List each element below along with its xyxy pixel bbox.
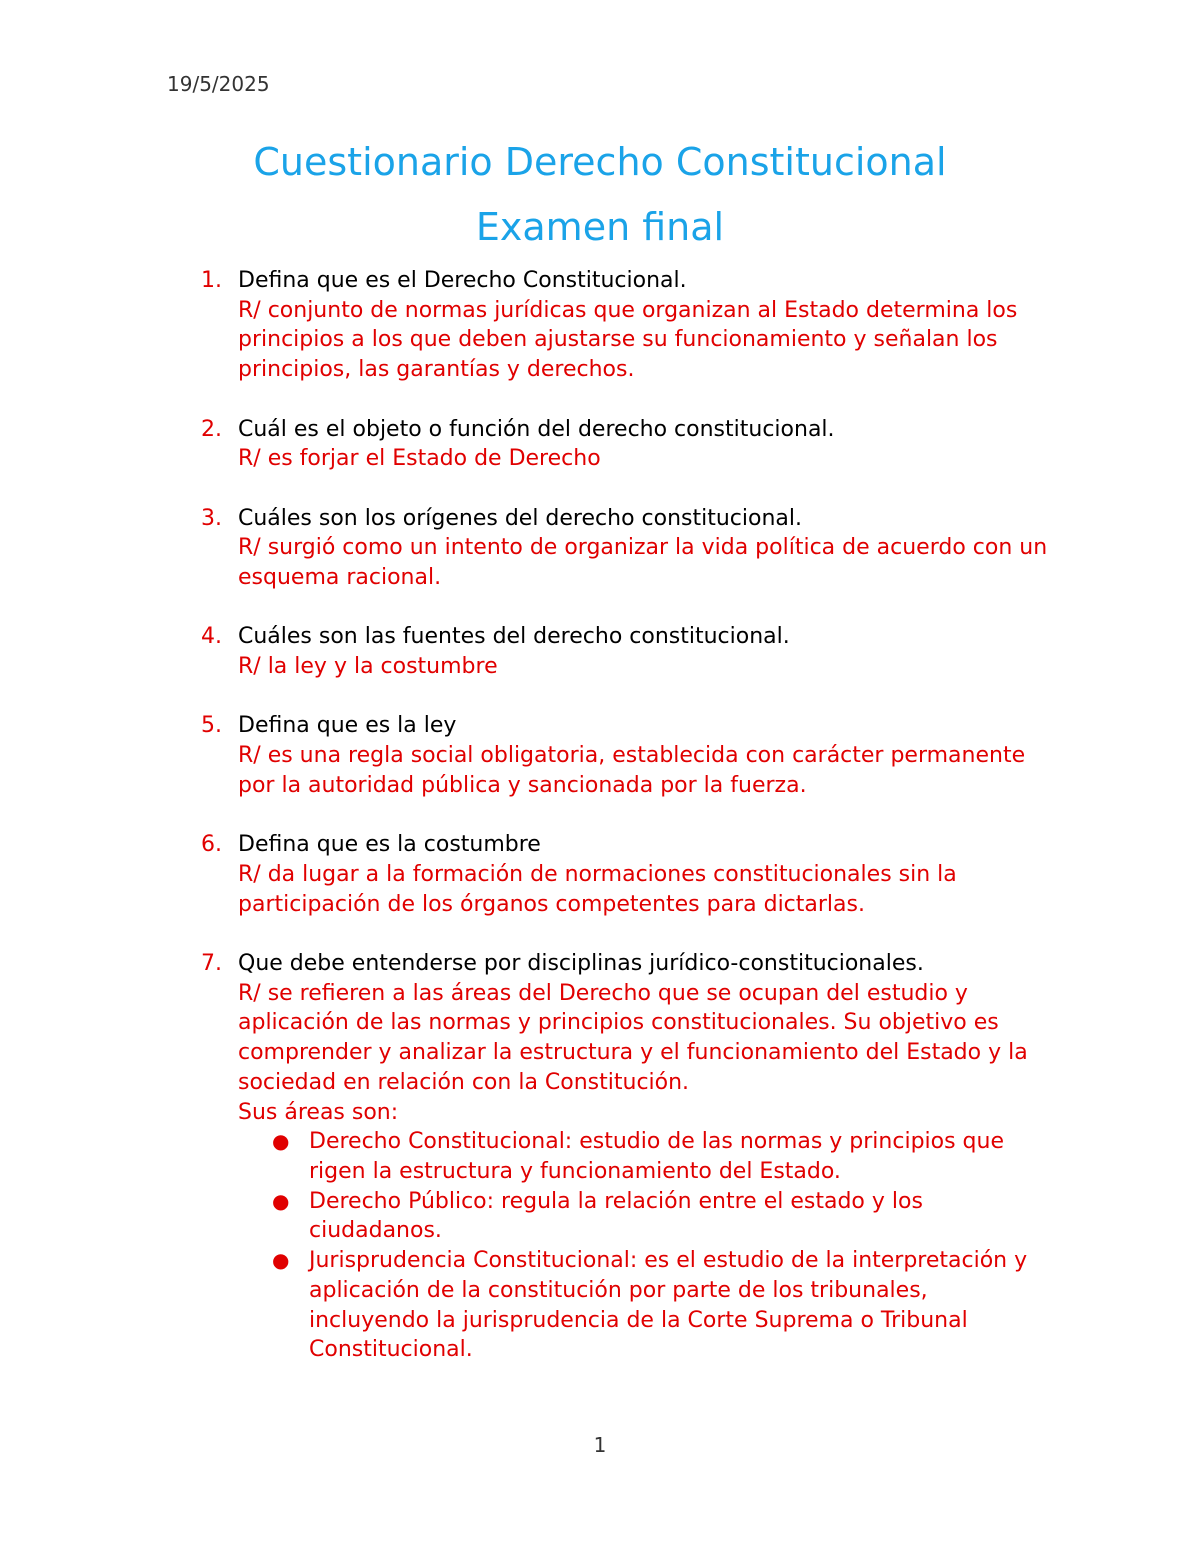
question-answer: R/ es forjar el Estado de Derecho	[238, 446, 601, 472]
question-answer: R/ surgió como un intento de organizar la vida política de acuerdo con un esquema racional.	[238, 535, 1048, 590]
question-item	[0, 504, 1058, 593]
question-answer: R/ da lugar a la formación de normaciones constitucionales sin la participación de los órganos competentes para dictarlas.	[238, 861, 957, 917]
area-text: Jurisprudencia Constitucional: es el estudio de la interpretación y aplicación de la constitución por parte de los tribunales, incluyendo la jurisprudencia de la Corte Suprema o Tribunal Constitucional.	[309, 1248, 1028, 1363]
bullet-icon: ●	[272, 1188, 290, 1213]
question-number: 4.	[201, 624, 222, 650]
question-text: Defina que es el Derecho Constitucional.	[238, 268, 687, 293]
document-title: Cuestionario Derecho Constitucional	[253, 140, 947, 184]
question-item	[0, 266, 1058, 385]
question-number: 3.	[201, 505, 222, 531]
document-subtitle: Examen final	[475, 205, 725, 249]
areas-list	[238, 1127, 1058, 1365]
bullet-icon: ●	[272, 1129, 290, 1154]
question-answer: R/ es una regla social obligatoria, establecida con carácter permanente por la autoridad pública y sancionada por la fuerza.	[238, 743, 1026, 798]
question-text: Cuáles son las fuentes del derecho constitucional.	[238, 624, 790, 650]
areas-title: Sus áreas son:	[238, 1099, 399, 1125]
question-number: 6.	[201, 832, 222, 858]
question-item	[0, 711, 1058, 800]
bullet-icon: ●	[272, 1248, 290, 1273]
question-item	[0, 830, 1058, 919]
area-item	[238, 1127, 1044, 1186]
area-text: Derecho Constitucional: estudio de las normas y principios que rigen la estructura y funcionamiento del Estado.	[309, 1129, 1004, 1184]
question-item	[0, 415, 1058, 474]
question-text: Defina que es la costumbre	[238, 832, 541, 858]
question-text: Cuál es el objeto o función del derecho constitucional.	[238, 416, 835, 442]
area-item	[238, 1187, 1044, 1246]
question-number: 7.	[201, 951, 222, 977]
header-date: 19/5/2025	[167, 72, 270, 96]
area-item	[238, 1246, 1044, 1365]
question-number: 2.	[201, 416, 222, 442]
question-item	[0, 949, 1058, 1365]
question-text: Defina que es la ley	[238, 713, 457, 739]
question-text: Cuáles son los orígenes del derecho constitucional.	[238, 505, 802, 531]
question-answer: R/ se refieren a las áreas del Derecho que se ocupan del estudio y aplicación de las normas y principios constitucionales. Su objetivo es comprender y analizar la estructura y el funcionamiento del Estado y la sociedad en relación con la Constitución.	[238, 980, 1028, 1095]
question-list	[0, 266, 1200, 1395]
question-answer: R/ la ley y la costumbre	[238, 654, 498, 680]
question-answer: R/ conjunto de normas jurídicas que organizan al Estado determina los principios a los que deben ajustarse su funcionamiento y señalan los principios, las garantías y derechos.	[238, 297, 1018, 383]
question-item	[0, 622, 1058, 681]
question-number: 1.	[201, 268, 222, 293]
area-text: Derecho Público: regula la relación entre el estado y los ciudadanos.	[309, 1188, 923, 1244]
page-number: 1	[593, 1433, 607, 1457]
question-number: 5.	[201, 713, 222, 739]
question-text: Que debe entenderse por disciplinas jurídico-constitucionales.	[238, 951, 924, 977]
